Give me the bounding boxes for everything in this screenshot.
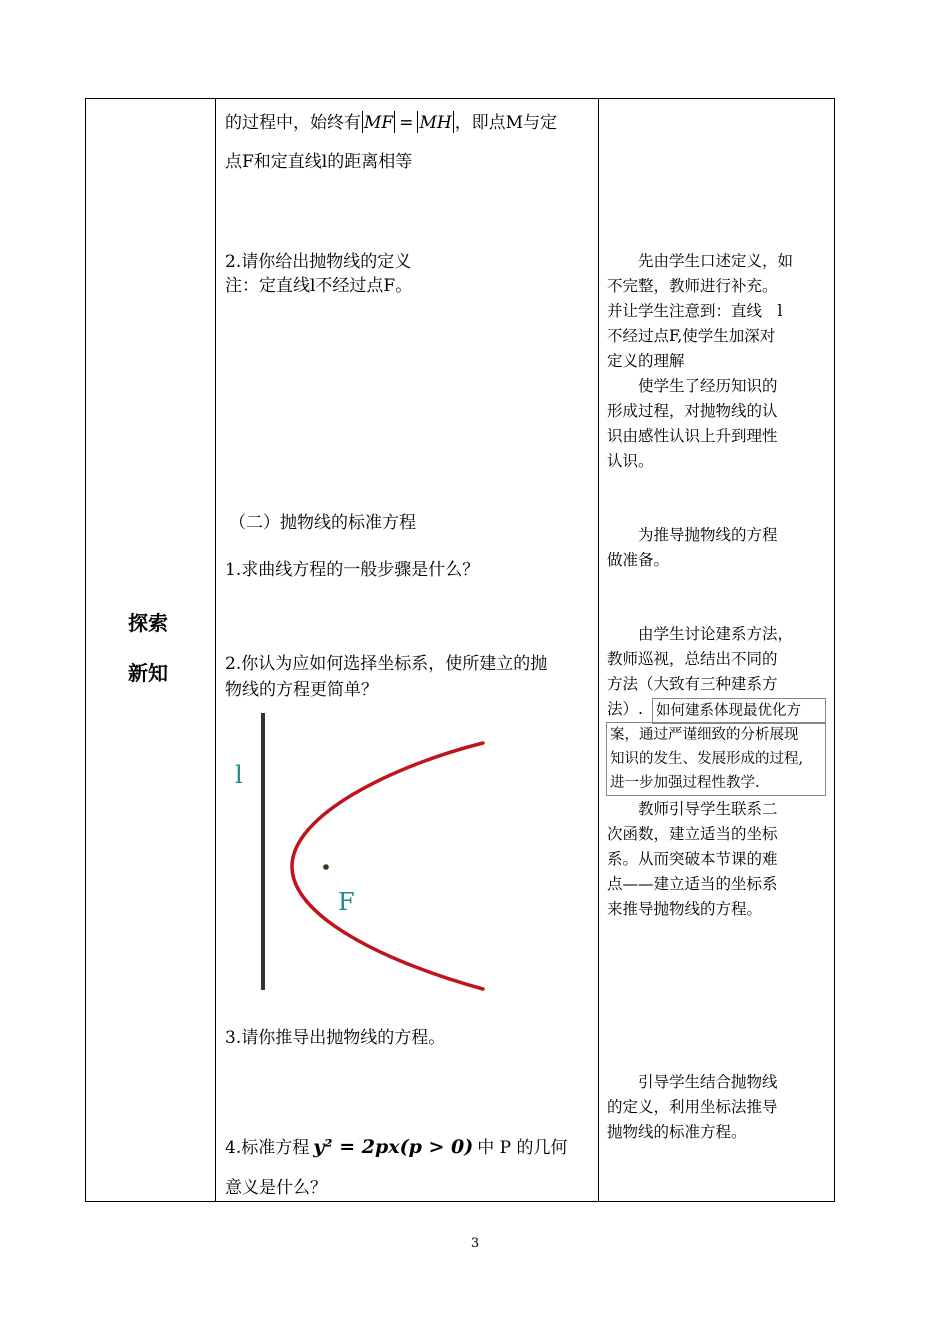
- note-line: 识由感性认识上升到理性: [607, 427, 778, 445]
- focus-label: F: [338, 888, 355, 916]
- note-line: 进一步加强过程性教学.: [610, 775, 760, 791]
- step-2-line2: 物线的方程更简单？: [225, 680, 378, 700]
- question-2: 2.请你给出抛物线的定义: [225, 252, 412, 272]
- note-line: 不完整，教师进行补充。: [607, 277, 778, 295]
- abs-bar: [394, 111, 395, 133]
- note-boxed-block: [606, 722, 826, 796]
- note-line: 认识。: [607, 452, 654, 470]
- text-fragment: 的过程中，始终有: [225, 113, 361, 133]
- note-line: 知识的发生、发展形成的过程,: [610, 751, 804, 767]
- note-line: 为推导抛物线的方程: [607, 526, 778, 544]
- note-line: 做准备。: [607, 551, 670, 569]
- page-number: 3: [470, 1236, 480, 1251]
- note-line: 抛物线的标准方程。: [607, 1123, 747, 1141]
- standard-equation: y² = 2px(p > 0): [313, 1136, 474, 1158]
- parabola-figure: [225, 705, 505, 1000]
- math-mf: MF: [364, 113, 394, 133]
- section-label-line2: 新知: [128, 661, 168, 685]
- note-line: 定义的理解: [607, 352, 685, 370]
- note-line: 案，通过严谨细致的分析展现: [610, 727, 799, 743]
- note-line: 教师巡视，总结出不同的: [607, 650, 778, 668]
- section-label-line1: 探索: [128, 611, 168, 635]
- text-fragment: ，即点M与定: [454, 113, 558, 133]
- note-line: 形成过程，对抛物线的认: [607, 402, 778, 420]
- note-line: 的定义，利用坐标法推导: [607, 1098, 778, 1116]
- note-line: 方法（大致有三种建系方: [607, 675, 778, 693]
- note-line: 不经过点F,使学生加深对: [607, 327, 776, 345]
- note-line: 系。从而突破本节课的难: [607, 850, 778, 868]
- note-line: 法）.: [607, 700, 643, 718]
- definition-note: 注：定直线l不经过点F。: [225, 276, 413, 296]
- section-2-title: （二）抛物线的标准方程: [229, 513, 416, 533]
- note-line: 并让学生注意到：直线 l: [607, 302, 783, 320]
- note-block-3: [607, 523, 778, 573]
- note-line: 引导学生结合抛物线: [607, 1073, 778, 1091]
- directrix-label: l: [235, 761, 243, 789]
- parabola-curve: [292, 743, 483, 989]
- text-fragment: 4.标准方程: [225, 1138, 310, 1158]
- focus-point: [323, 864, 329, 870]
- abs-bar: [453, 111, 454, 133]
- step-2-line1: 2.你认为应如何选择坐标系，使所建立的抛: [225, 654, 548, 674]
- note-line: 点——建立适当的坐标系: [607, 875, 778, 893]
- note-line: 先由学生口述定义，如: [607, 252, 794, 270]
- content-line-1: [225, 110, 557, 136]
- step-4-line2: 意义是什么？: [225, 1178, 327, 1198]
- column-divider-left: [215, 98, 216, 1202]
- note-line: 由学生讨论建系方法，: [607, 625, 794, 643]
- note-block-5: [607, 797, 778, 922]
- abs-bar: [362, 111, 363, 133]
- math-mh: MH: [419, 113, 452, 133]
- text-fragment: 中 P 的几何: [477, 1138, 568, 1158]
- column-divider-right: [598, 98, 599, 1202]
- note-line: 教师引导学生联系二: [607, 800, 778, 818]
- content-line-2: 点F和定直线l的距离相等: [225, 152, 413, 172]
- note-line: 次函数，建立适当的坐标: [607, 825, 778, 843]
- step-4-line1: [225, 1134, 567, 1161]
- note-line: 来推导抛物线的方程。: [607, 900, 763, 918]
- note-block-1: [607, 249, 793, 474]
- equals-sign: =: [399, 113, 414, 133]
- note-line: 使学生了经历知识的: [607, 377, 778, 395]
- step-1: 1.求曲线方程的一般步骤是什么？: [225, 560, 480, 580]
- note-block-6: [607, 1070, 778, 1145]
- step-3: 3.请你推导出抛物线的方程。: [225, 1028, 446, 1048]
- note-boxed-first: 如何建系体现最优化方: [652, 698, 826, 724]
